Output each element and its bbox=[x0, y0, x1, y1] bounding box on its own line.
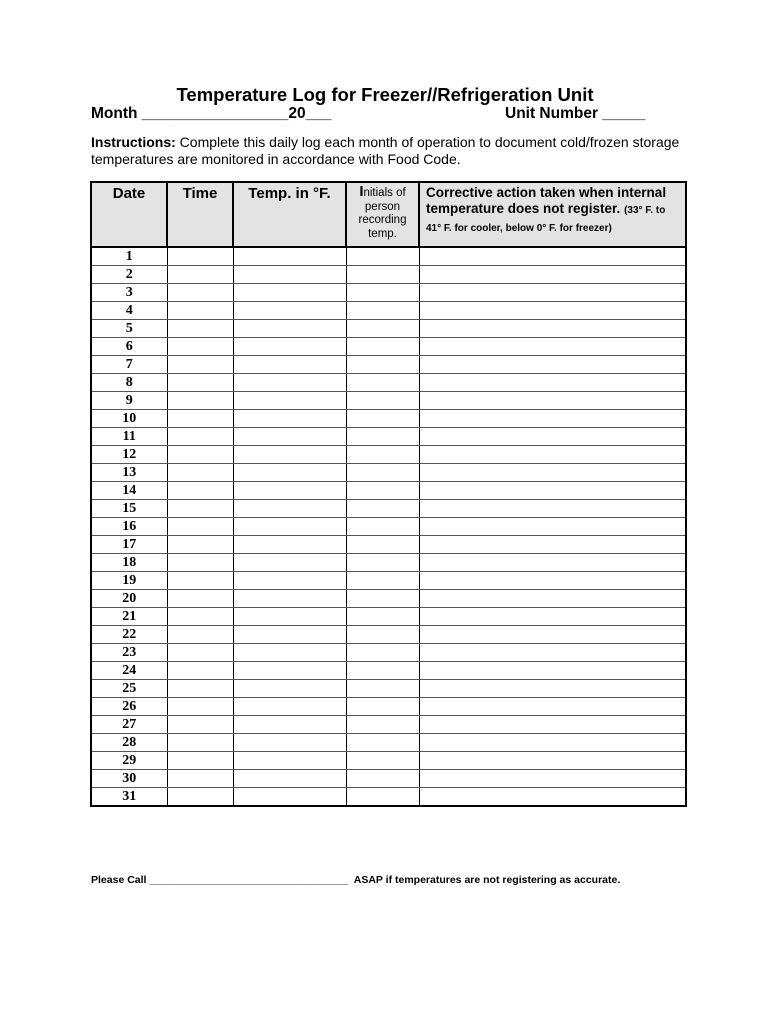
corrective-action-cell[interactable] bbox=[419, 266, 686, 284]
header-temp: Temp. in °F. bbox=[233, 182, 346, 247]
corrective-action-cell[interactable] bbox=[419, 482, 686, 500]
table-row bbox=[91, 320, 686, 338]
table-row bbox=[91, 410, 686, 428]
corrective-action-cell[interactable] bbox=[419, 518, 686, 536]
corrective-action-cell[interactable] bbox=[419, 608, 686, 626]
day-number: 7 bbox=[91, 356, 167, 374]
day-number: 11 bbox=[91, 428, 167, 446]
corrective-action-cell[interactable] bbox=[419, 554, 686, 572]
corrective-action-cell[interactable] bbox=[419, 247, 686, 266]
temp-cell[interactable] bbox=[233, 572, 346, 590]
header-date: Date bbox=[91, 182, 167, 247]
header-time: Time bbox=[167, 182, 233, 247]
header-initials-initial: I bbox=[359, 183, 364, 200]
day-number: 3 bbox=[91, 284, 167, 302]
time-cell[interactable] bbox=[167, 590, 233, 608]
temp-cell[interactable] bbox=[233, 698, 346, 716]
temp-cell[interactable] bbox=[233, 662, 346, 680]
initials-cell[interactable] bbox=[346, 320, 419, 338]
time-cell[interactable] bbox=[167, 247, 233, 266]
day-number: 12 bbox=[91, 446, 167, 464]
initials-cell[interactable] bbox=[346, 266, 419, 284]
table-row bbox=[91, 392, 686, 410]
day-number: 26 bbox=[91, 698, 167, 716]
day-number: 13 bbox=[91, 464, 167, 482]
day-number: 18 bbox=[91, 554, 167, 572]
initials-cell[interactable] bbox=[346, 680, 419, 698]
day-number: 16 bbox=[91, 518, 167, 536]
temp-cell[interactable] bbox=[233, 247, 346, 266]
corrective-action-cell[interactable] bbox=[419, 626, 686, 644]
temp-cell[interactable] bbox=[233, 428, 346, 446]
table-row bbox=[91, 464, 686, 482]
initials-cell[interactable] bbox=[346, 302, 419, 320]
table-row bbox=[91, 518, 686, 536]
initials-cell[interactable] bbox=[346, 356, 419, 374]
time-cell[interactable] bbox=[167, 410, 233, 428]
unit-number-field: Unit Number _____ bbox=[505, 105, 646, 122]
initials-cell[interactable] bbox=[346, 446, 419, 464]
page-title: Temperature Log for Freezer//Refrigeration Unit bbox=[176, 84, 594, 105]
table-row bbox=[91, 716, 686, 734]
time-cell[interactable] bbox=[167, 446, 233, 464]
time-cell[interactable] bbox=[167, 500, 233, 518]
time-cell[interactable] bbox=[167, 716, 233, 734]
table-row bbox=[91, 284, 686, 302]
temp-cell[interactable] bbox=[233, 788, 346, 807]
day-number: 19 bbox=[91, 572, 167, 590]
day-number: 10 bbox=[91, 410, 167, 428]
temp-cell[interactable] bbox=[233, 518, 346, 536]
day-number: 22 bbox=[91, 626, 167, 644]
initials-cell[interactable] bbox=[346, 626, 419, 644]
temp-cell[interactable] bbox=[233, 608, 346, 626]
time-cell[interactable] bbox=[167, 356, 233, 374]
initials-cell[interactable] bbox=[346, 770, 419, 788]
day-number: 17 bbox=[91, 536, 167, 554]
day-number: 20 bbox=[91, 590, 167, 608]
initials-cell[interactable] bbox=[346, 590, 419, 608]
time-cell[interactable] bbox=[167, 266, 233, 284]
corrective-action-cell[interactable] bbox=[419, 536, 686, 554]
table-row bbox=[91, 374, 686, 392]
initials-cell[interactable] bbox=[346, 536, 419, 554]
table-row bbox=[91, 446, 686, 464]
corrective-action-cell[interactable] bbox=[419, 680, 686, 698]
initials-cell[interactable] bbox=[346, 338, 419, 356]
time-cell[interactable] bbox=[167, 788, 233, 807]
temp-cell[interactable] bbox=[233, 284, 346, 302]
temp-cell[interactable] bbox=[233, 680, 346, 698]
corrective-action-cell[interactable] bbox=[419, 788, 686, 807]
time-cell[interactable] bbox=[167, 662, 233, 680]
temp-cell[interactable] bbox=[233, 338, 346, 356]
initials-cell[interactable] bbox=[346, 428, 419, 446]
time-cell[interactable] bbox=[167, 464, 233, 482]
corrective-action-cell[interactable] bbox=[419, 590, 686, 608]
instructions bbox=[91, 134, 701, 168]
temp-cell[interactable] bbox=[233, 536, 346, 554]
initials-cell[interactable] bbox=[346, 716, 419, 734]
table-row bbox=[91, 572, 686, 590]
temp-cell[interactable] bbox=[233, 392, 346, 410]
temp-cell[interactable] bbox=[233, 752, 346, 770]
temp-cell[interactable] bbox=[233, 320, 346, 338]
initials-cell[interactable] bbox=[346, 698, 419, 716]
table-row bbox=[91, 680, 686, 698]
footer-blank: __________________________________ bbox=[149, 874, 348, 886]
corrective-action-cell[interactable] bbox=[419, 752, 686, 770]
corrective-action-cell[interactable] bbox=[419, 662, 686, 680]
corrective-action-cell[interactable] bbox=[419, 284, 686, 302]
table-row bbox=[91, 734, 686, 752]
time-cell[interactable] bbox=[167, 752, 233, 770]
initials-cell[interactable] bbox=[346, 734, 419, 752]
header-initials-rest: nitials of person recording temp. bbox=[358, 187, 407, 240]
corrective-action-cell[interactable] bbox=[419, 320, 686, 338]
day-number: 23 bbox=[91, 644, 167, 662]
temp-cell[interactable] bbox=[233, 302, 346, 320]
corrective-action-cell[interactable] bbox=[419, 374, 686, 392]
table-row bbox=[91, 608, 686, 626]
table-row bbox=[91, 302, 686, 320]
table-row bbox=[91, 644, 686, 662]
corrective-action-cell[interactable] bbox=[419, 716, 686, 734]
corrective-action-cell[interactable] bbox=[419, 644, 686, 662]
table-row bbox=[91, 500, 686, 518]
day-number: 2 bbox=[91, 266, 167, 284]
day-number: 25 bbox=[91, 680, 167, 698]
initials-cell[interactable] bbox=[346, 482, 419, 500]
temp-cell[interactable] bbox=[233, 626, 346, 644]
time-cell[interactable] bbox=[167, 536, 233, 554]
table-row bbox=[91, 752, 686, 770]
time-cell[interactable] bbox=[167, 482, 233, 500]
table-row bbox=[91, 247, 686, 266]
header-initials bbox=[346, 182, 419, 247]
corrective-action-cell[interactable] bbox=[419, 500, 686, 518]
time-cell[interactable] bbox=[167, 374, 233, 392]
header-corrective-main: Corrective action taken when internal temperature does not register. bbox=[426, 185, 667, 216]
temp-cell[interactable] bbox=[233, 770, 346, 788]
footer-prefix: Please Call bbox=[91, 874, 147, 886]
temp-cell[interactable] bbox=[233, 482, 346, 500]
time-cell[interactable] bbox=[167, 302, 233, 320]
instructions-text: Complete this daily log each month of operation to document cold/frozen storage temperatures are monitored in accordance with Food Code. bbox=[91, 134, 680, 167]
instructions-label: Instructions: bbox=[91, 134, 176, 150]
time-cell[interactable] bbox=[167, 518, 233, 536]
corrective-action-cell[interactable] bbox=[419, 464, 686, 482]
initials-cell[interactable] bbox=[346, 410, 419, 428]
temperature-log-table bbox=[90, 181, 687, 807]
time-cell[interactable] bbox=[167, 608, 233, 626]
temp-cell[interactable] bbox=[233, 716, 346, 734]
day-number: 31 bbox=[91, 788, 167, 807]
corrective-action-cell[interactable] bbox=[419, 338, 686, 356]
temp-cell[interactable] bbox=[233, 410, 346, 428]
initials-cell[interactable] bbox=[346, 247, 419, 266]
day-number: 29 bbox=[91, 752, 167, 770]
table-row bbox=[91, 788, 686, 807]
corrective-action-cell[interactable] bbox=[419, 572, 686, 590]
time-cell[interactable] bbox=[167, 572, 233, 590]
table-row bbox=[91, 536, 686, 554]
temp-cell[interactable] bbox=[233, 734, 346, 752]
corrective-action-cell[interactable] bbox=[419, 446, 686, 464]
corrective-action-cell[interactable] bbox=[419, 302, 686, 320]
time-cell[interactable] bbox=[167, 698, 233, 716]
corrective-action-cell[interactable] bbox=[419, 734, 686, 752]
table-row bbox=[91, 428, 686, 446]
initials-cell[interactable] bbox=[346, 662, 419, 680]
table-row bbox=[91, 356, 686, 374]
time-cell[interactable] bbox=[167, 734, 233, 752]
table-body bbox=[91, 247, 686, 806]
day-number: 24 bbox=[91, 662, 167, 680]
time-cell[interactable] bbox=[167, 626, 233, 644]
time-cell[interactable] bbox=[167, 338, 233, 356]
table-row bbox=[91, 590, 686, 608]
temp-cell[interactable] bbox=[233, 500, 346, 518]
initials-cell[interactable] bbox=[346, 284, 419, 302]
temp-cell[interactable] bbox=[233, 266, 346, 284]
header-corrective-action bbox=[419, 182, 686, 247]
time-cell[interactable] bbox=[167, 392, 233, 410]
initials-cell[interactable] bbox=[346, 374, 419, 392]
table-row bbox=[91, 698, 686, 716]
temp-cell[interactable] bbox=[233, 374, 346, 392]
table-row bbox=[91, 338, 686, 356]
header-corrective-note: (33° F. to 41° F. for cooler, below 0° F. for freezer) bbox=[426, 205, 666, 234]
table-row bbox=[91, 554, 686, 572]
temp-cell[interactable] bbox=[233, 554, 346, 572]
corrective-action-cell[interactable] bbox=[419, 356, 686, 374]
footer-suffix: ASAP if temperatures are not registering as accurate. bbox=[353, 874, 621, 886]
day-number: 14 bbox=[91, 482, 167, 500]
corrective-action-cell[interactable] bbox=[419, 770, 686, 788]
temp-cell[interactable] bbox=[233, 590, 346, 608]
corrective-action-cell[interactable] bbox=[419, 428, 686, 446]
corrective-action-cell[interactable] bbox=[419, 392, 686, 410]
initials-cell[interactable] bbox=[346, 554, 419, 572]
day-number: 8 bbox=[91, 374, 167, 392]
initials-cell[interactable] bbox=[346, 500, 419, 518]
temp-cell[interactable] bbox=[233, 464, 346, 482]
day-number: 5 bbox=[91, 320, 167, 338]
initials-cell[interactable] bbox=[346, 518, 419, 536]
day-number: 21 bbox=[91, 608, 167, 626]
initials-cell[interactable] bbox=[346, 608, 419, 626]
month-field: Month _________________20___ bbox=[91, 105, 332, 122]
initials-cell[interactable] bbox=[346, 572, 419, 590]
initials-cell[interactable] bbox=[346, 644, 419, 662]
table-row bbox=[91, 482, 686, 500]
day-number: 15 bbox=[91, 500, 167, 518]
initials-cell[interactable] bbox=[346, 752, 419, 770]
time-cell[interactable] bbox=[167, 680, 233, 698]
initials-cell[interactable] bbox=[346, 392, 419, 410]
day-number: 9 bbox=[91, 392, 167, 410]
table-row bbox=[91, 770, 686, 788]
time-cell[interactable] bbox=[167, 554, 233, 572]
footer-note bbox=[91, 874, 620, 886]
initials-cell[interactable] bbox=[346, 788, 419, 807]
initials-cell[interactable] bbox=[346, 464, 419, 482]
time-cell[interactable] bbox=[167, 770, 233, 788]
table-row bbox=[91, 662, 686, 680]
time-cell[interactable] bbox=[167, 320, 233, 338]
day-number: 4 bbox=[91, 302, 167, 320]
day-number: 6 bbox=[91, 338, 167, 356]
table-row bbox=[91, 266, 686, 284]
time-cell[interactable] bbox=[167, 428, 233, 446]
temp-cell[interactable] bbox=[233, 446, 346, 464]
temp-cell[interactable] bbox=[233, 356, 346, 374]
day-number: 1 bbox=[91, 247, 167, 266]
time-cell[interactable] bbox=[167, 284, 233, 302]
temp-cell[interactable] bbox=[233, 644, 346, 662]
corrective-action-cell[interactable] bbox=[419, 410, 686, 428]
table-row bbox=[91, 626, 686, 644]
day-number: 28 bbox=[91, 734, 167, 752]
corrective-action-cell[interactable] bbox=[419, 698, 686, 716]
day-number: 27 bbox=[91, 716, 167, 734]
time-cell[interactable] bbox=[167, 644, 233, 662]
day-number: 30 bbox=[91, 770, 167, 788]
table-header-row bbox=[91, 182, 686, 247]
